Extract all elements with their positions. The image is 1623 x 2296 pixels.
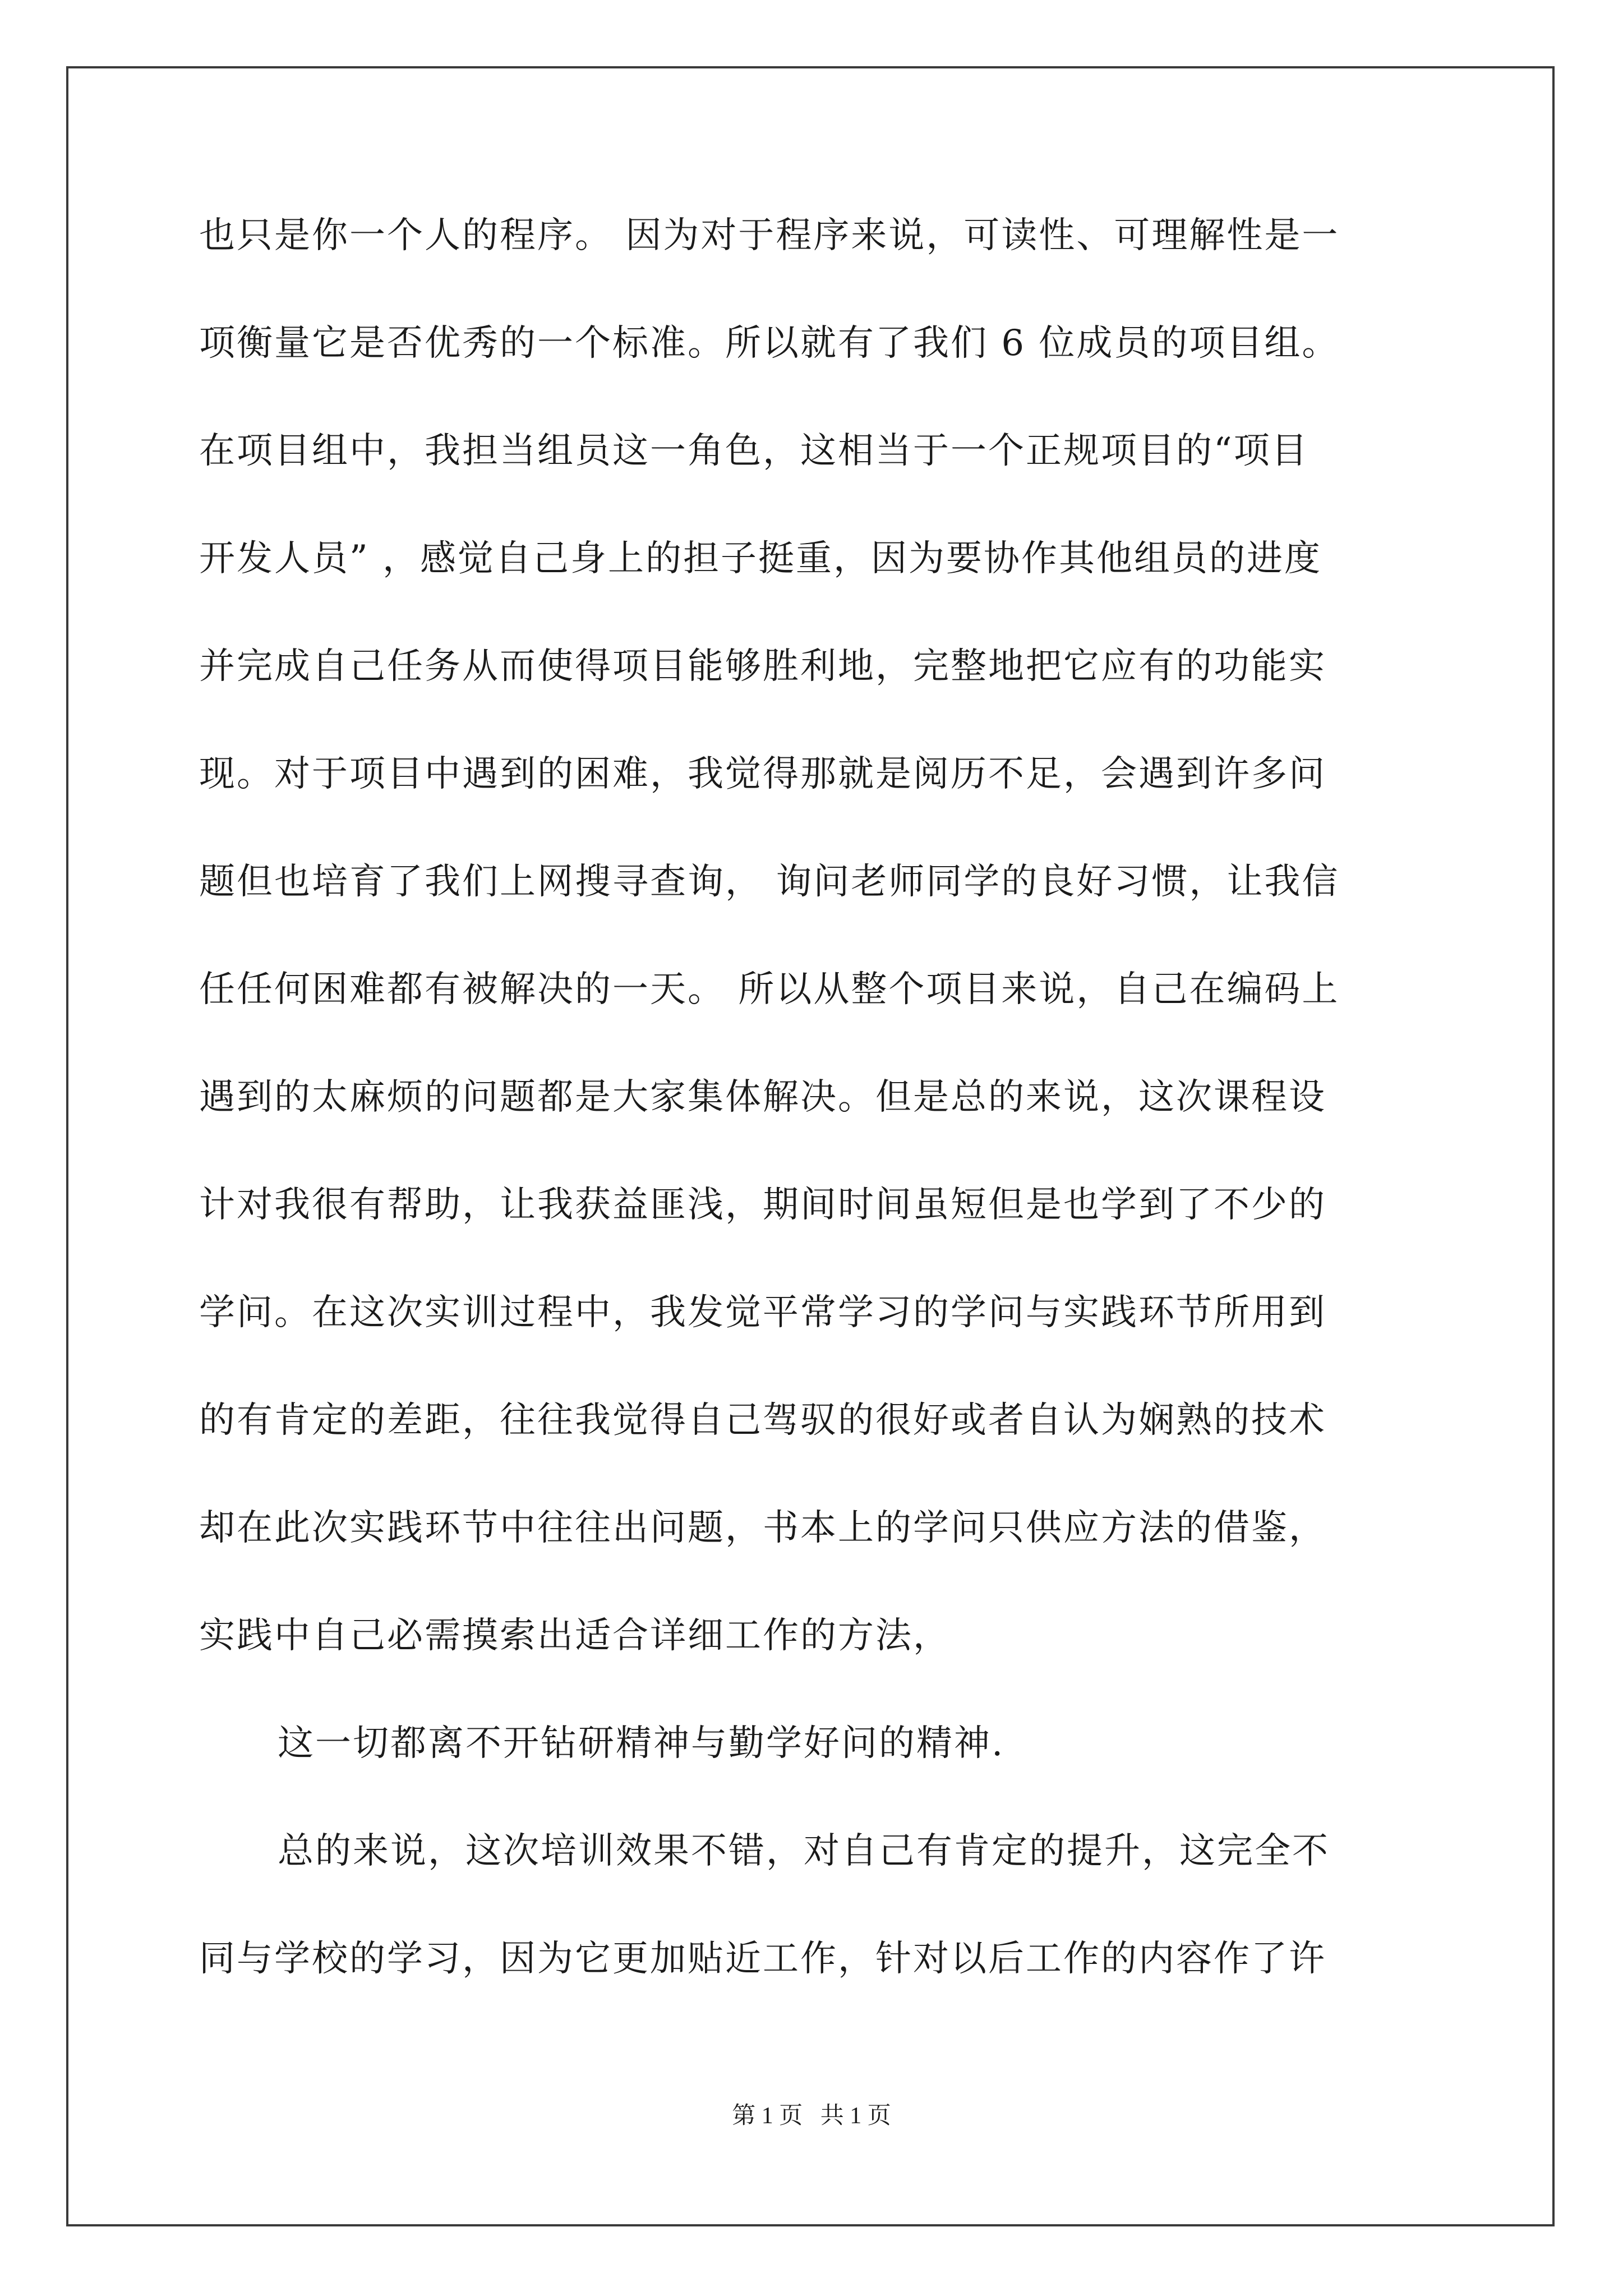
text-line: 题但也培育了我们上网搜寻查询， 询问老师同学的良好习惯，让我信 [199,861,1340,903]
page-number-footer: 第 1 页 共 1 页 [732,2103,891,2129]
text-line: 并完成自己任务从而使得项目能够胜利地，完整地把它应有的功能实 [199,646,1326,687]
text-line: 任任何困难都有被解决的一天。 所以从整个项目来说，自己在编码上 [199,969,1340,1010]
text-line: 现。对于项目中遇到的困难，我觉得那就是阅历不足，会遇到许多问 [199,753,1326,795]
text-line: 同与学校的学习，因为它更加贴近工作，针对以后工作的内容作了许 [199,1938,1326,1980]
text-line: 却在此次实践环节中往往出问题，书本上的学问只供应方法的借鉴， [199,1507,1326,1549]
document-body [199,213,1433,2044]
text-line: 项衡量它是否优秀的一个标准。所以就有了我们 6 位成员的项目组。 [199,323,1340,364]
text-line: 的有肯定的差距，往往我觉得自己驾驭的很好或者自认为娴熟的技术 [199,1400,1326,1441]
paragraph-first-line: 这一切都离不开钻研精神与勤学好问的精神. [278,1723,1005,1764]
text-line: 学问。在这次实训过程中，我发觉平常学习的学问与实践环节所用到 [199,1292,1326,1333]
text-line: 开发人员” ，感觉自己身上的担子挺重，因为要协作其他组员的进度 [199,538,1322,579]
text-line: 在项目组中，我担当组员这一角色，这相当于一个正规项目的“项目 [199,430,1309,472]
text-line: 遇到的太麻烦的问题都是大家集体解决。但是总的来说，这次课程设 [199,1076,1326,1118]
text-line: 计对我很有帮助，让我获益匪浅，期间时间虽短但是也学到了不少的 [199,1184,1326,1226]
text-line: 实践中自己必需摸索出适合详细工作的方法， [199,1615,951,1657]
text-line: 也只是你一个人的程序。 因为对于程序来说，可读性、可理解性是一 [199,215,1340,256]
paragraph-first-line: 总的来说，这次培训效果不错，对自己有肯定的提升，这完全不 [278,1830,1330,1872]
